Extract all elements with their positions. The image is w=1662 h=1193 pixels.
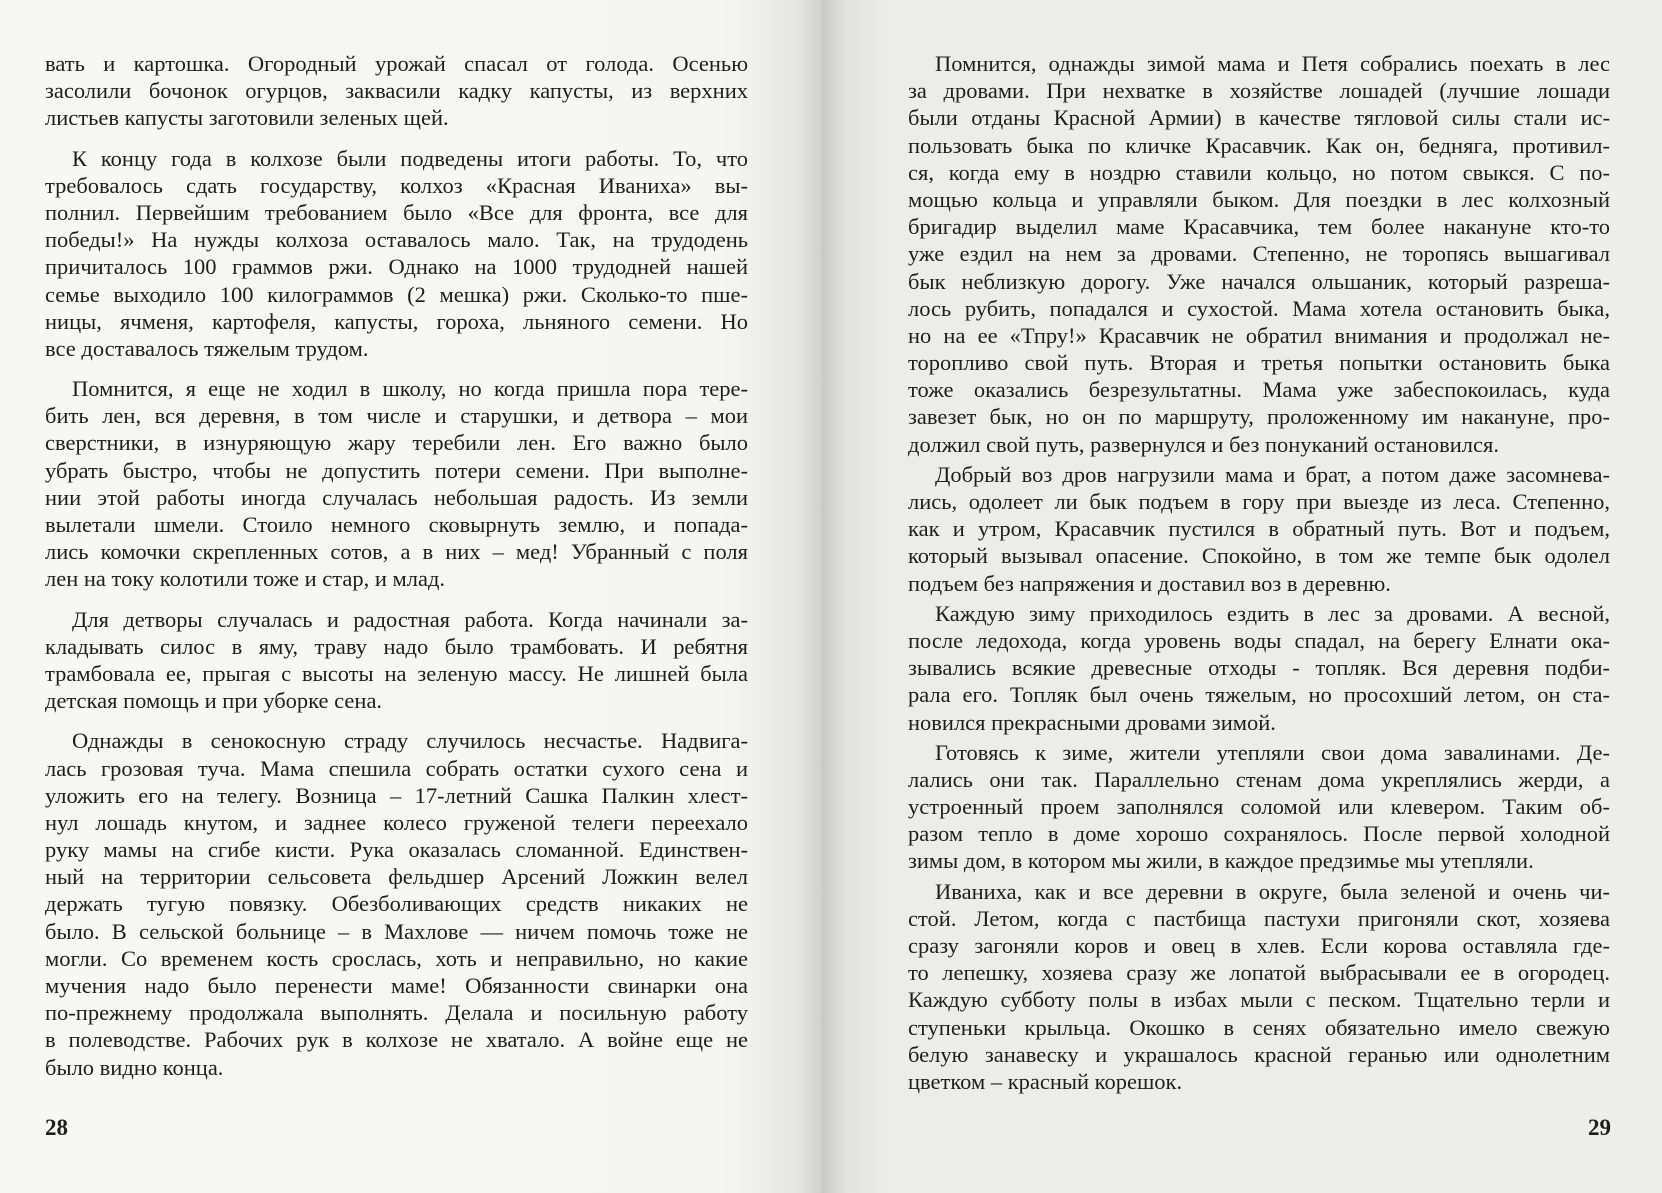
paragraph (45, 375, 748, 593)
text-line: то лепешку, хозяева сразу же лопатой выбрасывали ее в огородец. (908, 960, 1610, 986)
text-line: как и утром, Красавчик пустился в обратный путь. Вот и подъем, (908, 516, 1610, 542)
text-line: Каждую зиму приходилось ездить в лес за дровами. А весной, (935, 600, 1610, 626)
text-line: Готовясь к зиме, жители утепляли свои дома завалинами. Де- (935, 739, 1610, 765)
paragraph (45, 727, 748, 1080)
text-line: Однажды в сенокосную страду случилось несчастье. Надвига- (72, 728, 748, 754)
text-line: лен на току колотили тоже и стар, и млад. (45, 566, 446, 592)
text-line: ступеньки крыльца. Окошко в сенях обязательно имело свежую (908, 1014, 1610, 1040)
text-line: сверстники, в изнуряющую жару теребили лен. Его важно было (45, 430, 748, 456)
text-line: стой. Летом, когда с пастбища пастухи пригоняли скот, хозяева (908, 905, 1610, 931)
text-line: причиталось 100 граммов ржи. Однако на 1000 трудодней нашей (45, 254, 748, 280)
text-line: кладывать силос в яму, траву надо было трамбовать. И ребятня (45, 633, 748, 659)
text-line: бить лен, вся деревня, в том числе и старушки, и детвора – мои (45, 403, 748, 429)
text-line: детская помощь и при уборке сена. (45, 688, 383, 714)
text-line: Каждую субботу полы в избах мыли с песком. Тщательно терли и (908, 987, 1610, 1013)
text-line: по-прежнему продолжала выполнять. Делала и посильную работу (45, 1000, 748, 1026)
text-line: лась грозовая туча. Мама спешила собрать остатки сухого сена и (45, 755, 748, 781)
text-line: рала его. Топляк был очень тяжелым, но просохший летом, он ста- (908, 682, 1610, 708)
text-line: нул лошадь кнутом, и заднее колесо груженой телеги переехало (45, 809, 748, 835)
right-page (822, 0, 1662, 1193)
text-line: вылетали шмели. Стоило немного сковырнуть землю, и попада- (45, 512, 748, 537)
text-line: который вызывал опасение. Спокойно, в том же темпе бык одолел (908, 543, 1610, 569)
text-line: торопливо свой путь. Вторая и третья попытки остановить быка (908, 350, 1610, 376)
text-line: тоже оказались безрезультатны. Мама уже забеспокоилась, куда (908, 377, 1610, 403)
text-line: лись комочки скрепленных сотов, а в них – мед! Убранный с поля (45, 539, 748, 565)
left-page-text (45, 50, 748, 1081)
text-line: было. В сельской больнице – в Махлове — ничем помочь тоже не (45, 918, 748, 944)
right-page-text (908, 50, 1610, 1095)
text-line: было видно конца. (45, 1054, 224, 1080)
text-line: бык неблизкую дорогу. Уже начался ольшаник, который разреша- (908, 268, 1610, 294)
text-line: лись, одолеет ли бык подъем в гору при выезде из леса. Степенно, (908, 489, 1610, 514)
text-line: могли. Со временем кость срослась, хоть и неправильно, но какие (45, 945, 748, 971)
paragraph (908, 50, 1610, 458)
text-line: убрать быстро, чтобы не допустить потери семени. При выполне- (45, 457, 748, 483)
text-line: мощью кольца и управляли быком. Для поездки в лес колхозный (908, 186, 1610, 212)
text-line: требовалось сдать государству, колхоз «Красная Иваниха» вы- (45, 172, 748, 198)
paragraph (908, 878, 1610, 1096)
text-line: листьев капусты заготовили зеленых щей. (45, 105, 449, 131)
text-line: Для детворы случалась и радостная работа. Когда начинали за- (72, 606, 748, 632)
text-line: победы!» На нужды колхоза оставалось мало. Так, на трудодень (45, 227, 748, 253)
text-line: мучения надо было перенести маме! Обязанности свинарки она (45, 973, 748, 998)
text-line: сразу загоняли коров и овец в хлев. Если корова оставляла где- (908, 933, 1610, 958)
text-line: засолили бочонок огурцов, заквасили кадку капусты, из верхних (45, 78, 748, 104)
text-line: подъем без напряжения и доставил воз в деревню. (908, 570, 1391, 596)
text-line: К концу года в колхозе были подведены итоги работы. То, что (72, 145, 748, 171)
text-line: лались они так. Параллельно стенам дома укреплялись жерди, а (908, 766, 1610, 792)
page-number: 28 (45, 1115, 68, 1140)
text-line: в полеводстве. Рабочих рук в колхозе не хватало. А войне еще не (45, 1027, 748, 1053)
text-line: ный на территории сельсовета фельдшер Арсений Ложкин велел (45, 864, 748, 890)
text-line: бригадир выделил маме Красавчика, тем более накануне кто-то (908, 214, 1610, 240)
text-line: зимы дом, в котором мы жили, в каждое предзимье мы утепляли. (908, 848, 1534, 874)
text-line: ницы, ячменя, картофеля, капусты, гороха, льняного семени. Но (45, 308, 748, 334)
text-line: были отданы Красной Армии) в качестве тягловой силы стали ис- (908, 105, 1610, 131)
text-line: устроенный проем заполнялся соломой или клевером. Таким об- (908, 794, 1610, 820)
text-line: держать тугую повязку. Обезболивающих средств никаких не (45, 891, 748, 917)
paragraph (45, 145, 748, 363)
text-line: руку мамы на сгибе кисти. Рука оказалась сломанной. Единствен- (45, 837, 748, 863)
text-line: но на ее «Тпру!» Красавчик не обратил внимания и продолжал не- (908, 322, 1610, 348)
text-line: зывались всякие древесные отходы - топляк. Вся деревня подби- (908, 655, 1610, 681)
text-line: нии этой работы иногда случалась небольшая радость. Из земли (45, 484, 748, 510)
text-line: разом тепло в доме хорошо сохранялось. После первой холодной (908, 821, 1610, 847)
text-line: Добрый воз дров нагрузили мама и брат, а потом даже засомнева- (935, 461, 1610, 487)
text-line: все доставалось тяжелым трудом. (45, 335, 369, 361)
text-line: Помнится, я еще не ходил в школу, но когда пришла пора тере- (72, 376, 748, 402)
text-line: Иваниха, как и все деревни в округе, была зеленой и очень чи- (935, 878, 1610, 904)
text-line: белую занавеску и украшалось красной геранью или однолетним (908, 1041, 1610, 1067)
text-line: уложить его на телегу. Возница – 17-летний Сашка Палкин хлест- (45, 782, 748, 808)
paragraph (908, 739, 1610, 875)
text-line: лось рубить, попадался и сухостой. Мама хотела остановить быка, (908, 295, 1610, 321)
text-line: за дровами. При нехватке в хозяйстве лошадей (лучшие лошади (908, 78, 1610, 104)
text-line: после ледохода, когда уровень воды спадал, на берегу Елнати ока- (908, 627, 1610, 653)
left-page (0, 0, 822, 1193)
text-line: должил свой путь, развернулся и без понуканий остановился. (908, 431, 1499, 457)
paragraph (908, 600, 1610, 736)
text-line: ся, когда ему в ноздрю ставили кольцо, но потом свыкся. С по- (908, 159, 1610, 185)
text-line: цветком – красный корешок. (908, 1068, 1183, 1094)
text-line: полнил. Первейшим требованием было «Все для фронта, все для (45, 199, 748, 225)
text-line: семье выходило 100 килограммов (2 мешка) ржи. Сколько-то пше- (45, 281, 748, 307)
text-line: пользовать быка по кличке Красавчик. Как он, бедняга, противил- (908, 132, 1610, 158)
text-line: завезет бык, но он по маршруту, проложенному им накануне, про- (908, 404, 1610, 430)
page-number: 29 (1588, 1115, 1611, 1140)
text-line: уже ездил на нем за дровами. Степенно, не торопясь вышагивал (908, 241, 1610, 267)
text-line: Помнится, однажды зимой мама и Петя собрались поехать в лес (935, 51, 1610, 76)
text-line: новился прекрасными дровами зимой. (908, 709, 1276, 735)
text-line: трамбовала ее, прыгая с высоты на зеленую массу. Не лишней была (45, 660, 748, 686)
paragraph (45, 50, 748, 132)
text-line: вать и картошка. Огородный урожай спасал от голода. Осенью (45, 51, 748, 76)
paragraph (45, 606, 748, 715)
paragraph (908, 461, 1610, 597)
